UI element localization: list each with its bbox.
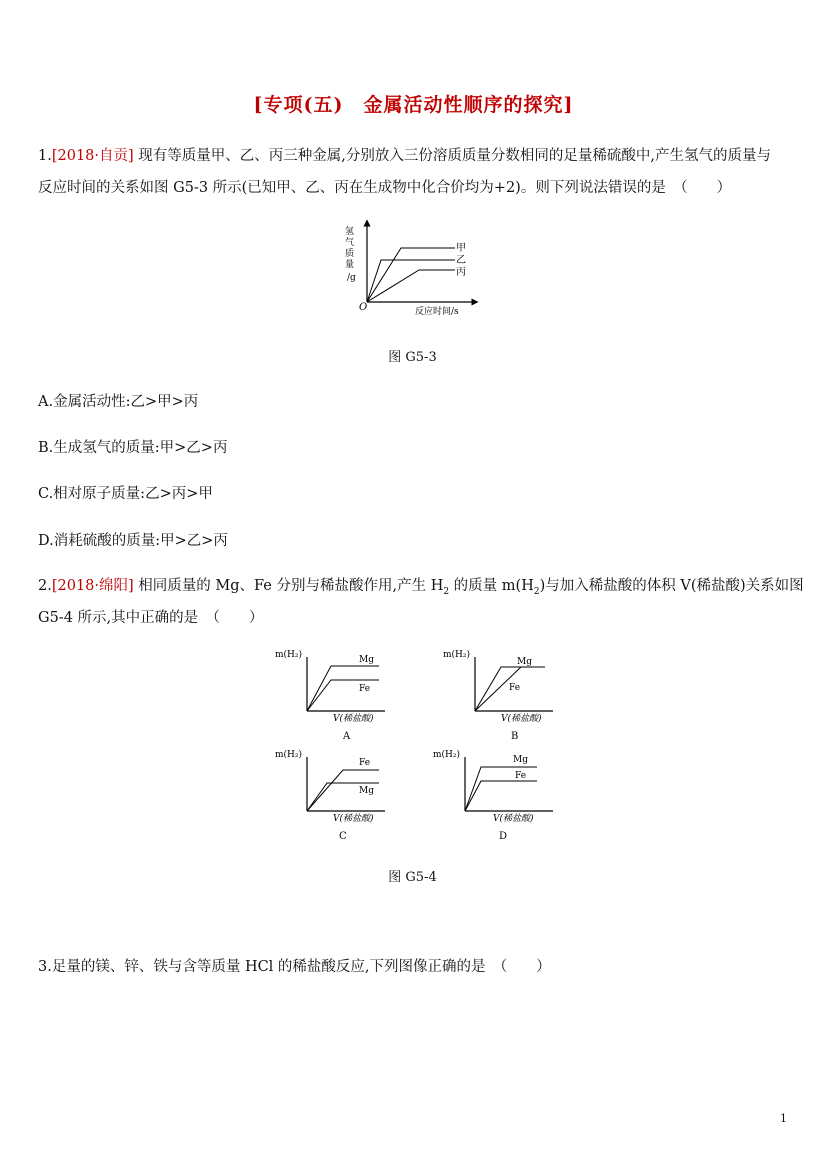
q2-line1: [38, 576, 804, 602]
q2-number: 2.: [38, 578, 52, 594]
ylabel: m(H₂): [275, 650, 303, 660]
label-lower: Fe: [509, 683, 521, 693]
graph-letter: B: [511, 731, 519, 742]
curve-mg: [465, 767, 537, 811]
label-lower: Mg: [359, 786, 374, 796]
q1-option-b: B.生成氢气的质量:甲>乙>丙: [38, 440, 228, 456]
q1-option-d: D.消耗硫酸的质量:甲>乙>丙: [38, 533, 228, 549]
ylabel: m(H₂): [443, 650, 471, 660]
q2-sub2: 2: [533, 586, 540, 597]
ylabel-1: 氢: [345, 227, 355, 237]
q2-line2: G5-4 所示,其中正确的是 （ ）: [38, 610, 264, 626]
label-upper: Mg: [517, 657, 532, 667]
label-upper: Mg: [359, 655, 374, 665]
xlabel: 反应时间/s: [415, 307, 459, 317]
ylabel-2: 气: [345, 238, 355, 248]
graph-letter: C: [339, 831, 347, 842]
q2-text-a: 相同质量的 Mg、Fe 分别与稀盐酸作用,产生 H: [138, 578, 444, 594]
graph-c: [275, 745, 395, 845]
label-upper: Fe: [359, 758, 371, 768]
label-bing: 丙: [456, 267, 466, 278]
page-number: 1: [780, 1112, 787, 1125]
origin-label: O: [359, 302, 368, 313]
q1-number: 1.: [38, 148, 52, 164]
q1-text-1: 现有等质量甲、乙、丙三种金属,分别放入三份溶质质量分数相同的足量稀硫酸中,产生氢气的质量与: [138, 148, 771, 164]
ylabel-5: /g: [347, 273, 356, 283]
graph-d: [433, 745, 563, 845]
ylabel-3: 质: [345, 249, 355, 259]
xlabel: V(稀盐酸): [493, 814, 534, 824]
label-upper: Mg: [513, 755, 528, 765]
q1-line1: [38, 146, 771, 166]
q2-text-c: )与加入稀盐酸的体积 V(稀盐酸)关系如图: [539, 578, 804, 594]
q2-source: [2018·绵阳]: [51, 578, 134, 594]
curve-bing: [367, 270, 455, 302]
label-jia: 甲: [456, 243, 466, 254]
graph-letter: D: [499, 831, 508, 842]
q1-source: [2018·自贡]: [51, 148, 134, 164]
label-lower: Fe: [515, 771, 527, 781]
caption-g5-4: 图 G5-4: [388, 870, 437, 885]
label-lower: Fe: [359, 684, 371, 694]
page-title: [专项(五) 金属活动性顺序的探究]: [253, 94, 574, 116]
graph-letter: A: [343, 731, 351, 742]
graph-b: [443, 645, 563, 745]
xlabel: V(稀盐酸): [501, 714, 542, 724]
caption-g5-3: 图 G5-3: [388, 350, 437, 365]
xlabel: V(稀盐酸): [333, 714, 374, 724]
label-yi: 乙: [456, 255, 466, 266]
q2-sub: 2: [443, 586, 450, 597]
ylabel-4: 量: [345, 260, 355, 270]
curve-fe: [465, 781, 537, 811]
q1-option-a: A.金属活动性:乙>甲>丙: [38, 394, 199, 410]
ylabel: m(H₂): [275, 750, 303, 760]
q1-line2: 反应时间的关系如图 G5-3 所示(已知甲、乙、丙在生成物中化合价均为+2)。则下列说法错误的是 （ ）: [38, 180, 732, 196]
ylabel: m(H₂): [433, 750, 461, 760]
q3-line: 3.足量的镁、锌、铁与含等质量 HCl 的稀盐酸反应,下列图像正确的是 （ ）: [38, 959, 551, 975]
xlabel: V(稀盐酸): [333, 814, 374, 824]
figure-g5-3: [345, 218, 485, 318]
q2-text-b: 的质量 m(H: [449, 578, 534, 594]
q1-option-c: C.相对原子质量:乙>丙>甲: [38, 486, 213, 502]
graph-a: [275, 645, 395, 745]
